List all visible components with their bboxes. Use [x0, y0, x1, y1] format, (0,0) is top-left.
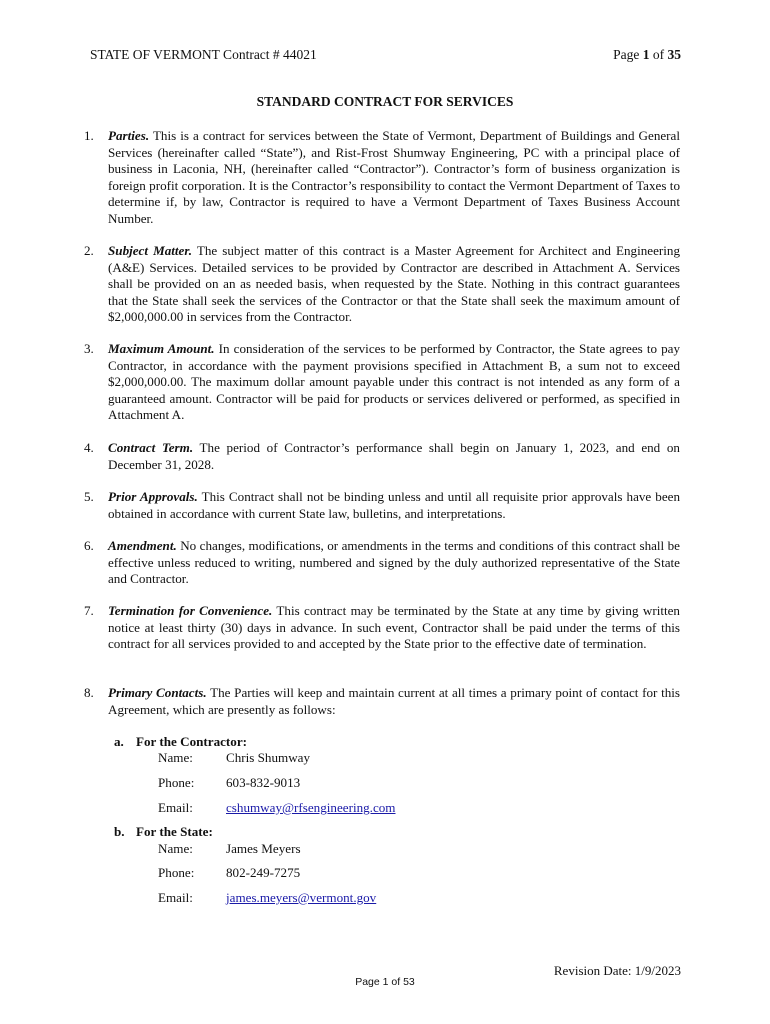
document-title: STANDARD CONTRACT FOR SERVICES: [256, 94, 514, 109]
section-contract-term: [84, 440, 680, 473]
section-term: Prior Approvals.: [108, 489, 198, 504]
section-text: No changes, modifications, or amendments in the terms and conditions of this contract shall be effective unless reduced to writing, numbered and signed by the duly authorized representative of the State and Contractor.: [108, 538, 680, 586]
contractor-contact-heading: [114, 734, 248, 751]
section-subject-matter: [84, 243, 680, 326]
contractor-phone: 603-832-9013: [226, 775, 301, 790]
section-text: The subject matter of this contract is a Master Agreement for Architect and Engineering (A&E) Services. Detailed services to be provided by Contractor are described in Attachment A. Services shall be provided on an as needed basis, when requested by the State. Nothing in this contract guarantees that the State shall seek the services of the Contractor or that the State shall seek the maximum amount of $2,000,000.00 in services from the Contractor.: [108, 243, 680, 324]
section-body: [108, 243, 680, 326]
section-number: 5.: [84, 489, 94, 504]
section-number: 1.: [84, 128, 94, 143]
section-body: [108, 440, 680, 473]
name-label: Name:: [158, 750, 193, 765]
contractor-name: Chris Shumway: [226, 750, 311, 765]
section-term: Subject Matter.: [108, 243, 192, 258]
section-term: Termination for Convenience.: [108, 603, 273, 618]
page-prefix: Page: [613, 47, 640, 62]
state-contact-heading: [114, 824, 213, 841]
contractor-name-row: [158, 750, 310, 766]
section-number: 8.: [84, 685, 94, 700]
contract-number-header: STATE OF VERMONT Contract # 44021: [90, 47, 317, 62]
section-term: Maximum Amount.: [108, 341, 215, 356]
section-term: Contract Term.: [108, 440, 194, 455]
contact-title: For the State:: [136, 824, 213, 839]
page-number-header: [613, 47, 681, 63]
section-body: [108, 341, 680, 424]
section-term: Parties.: [108, 128, 150, 143]
contact-letter: a.: [114, 734, 124, 749]
section-text: The period of Contractor’s performance shall begin on January 1, 2023, and end on December 31, 2028.: [108, 440, 680, 472]
state-phone-row: [158, 865, 300, 881]
page-of: of: [652, 47, 665, 62]
section-body: [108, 489, 680, 522]
section-number: 4.: [84, 440, 94, 455]
state-phone: 802-249-7275: [226, 865, 301, 880]
section-body: [108, 538, 680, 588]
page-total: 35: [667, 47, 681, 62]
email-label: Email:: [158, 890, 193, 905]
section-text: This is a contract for services between the State of Vermont, Department of Buildings and General Services (hereinafter called “State”), and Rist-Frost Shumway Engineering, PC with a principal place of business in Laconia, NH, (hereinafter called “Contractor”). Contractor’s form of business organization is foreign profit corporation. It is the Contractor’s responsibility to contact the Vermont Department of Taxes to determine if, by law, Contractor is required to have a Vermont Department of Taxes Business Account Number.: [108, 128, 680, 226]
contact-letter: b.: [114, 824, 125, 839]
state-name: James Meyers: [226, 841, 301, 856]
section-maximum-amount: [84, 341, 680, 424]
section-text: In consideration of the services to be performed by Contractor, the State agrees to pay Contractor, in accordance with the payment provisions specified in Attachment B, a sum not to exceed $2,000,000.00. The maximum dollar amount payable under this contract is not intended as any form of a guaranteed amount. Contractor will be paid for products or services delivered or performed, as specified in Attachment A.: [108, 341, 680, 422]
section-body: [108, 128, 680, 227]
section-term: Primary Contacts.: [108, 685, 207, 700]
contact-title: For the Contractor:: [136, 734, 248, 749]
section-primary-contacts: [84, 685, 681, 718]
page-current: 1: [642, 47, 650, 62]
name-label: Name:: [158, 841, 193, 856]
email-label: Email:: [158, 800, 193, 815]
section-body: [108, 685, 680, 718]
section-number: 3.: [84, 341, 94, 356]
contractor-email-link[interactable]: cshumway@rfsengineering.com: [226, 800, 396, 815]
phone-label: Phone:: [158, 865, 195, 880]
state-email-row: [158, 890, 376, 906]
section-body: [108, 603, 680, 653]
page-footer: Page 1 of 53: [355, 976, 415, 988]
section-number: 2.: [84, 243, 94, 258]
section-termination: [84, 603, 680, 653]
phone-label: Phone:: [158, 775, 195, 790]
section-text: This Contract shall not be binding unless and until all requisite prior approvals have been obtained in accordance with current State law, bulletins, and interpretations.: [108, 489, 681, 521]
section-prior-approvals: [84, 489, 681, 522]
section-term: Amendment.: [108, 538, 177, 553]
state-email-link[interactable]: james.meyers@vermont.gov: [226, 890, 377, 905]
section-text: The Parties will keep and maintain current at all times a primary point of contact for this Agreement, which are presently as follows:: [108, 685, 681, 717]
contractor-phone-row: [158, 775, 300, 791]
contractor-email-row: [158, 800, 396, 816]
section-text: This contract may be terminated by the State at any time by giving written notice at least thirty (30) days in advance. In such event, Contractor shall be paid under the terms of this contract for all services provided to and accepted by the State prior to the effective date of termination.: [108, 603, 680, 651]
section-number: 6.: [84, 538, 94, 553]
section-number: 7.: [84, 603, 94, 618]
revision-date: Revision Date: 1/9/2023: [553, 963, 681, 978]
section-parties: [84, 128, 680, 227]
state-name-row: [158, 841, 301, 857]
section-amendment: [84, 538, 680, 588]
